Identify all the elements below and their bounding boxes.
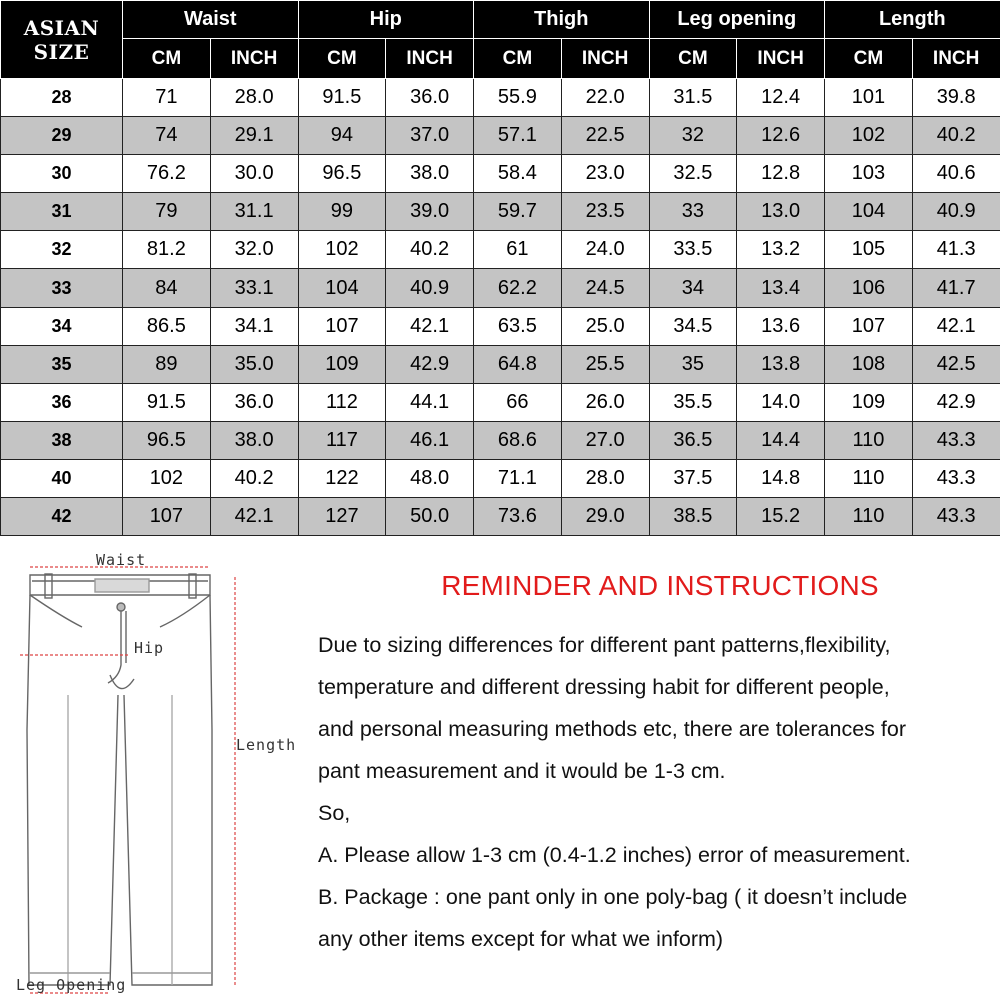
measure-cell: 57.1 <box>474 117 562 155</box>
measure-cell: 42.1 <box>386 307 474 345</box>
measure-cell: 33.1 <box>210 269 298 307</box>
table-row <box>1 155 1000 193</box>
measure-cell: 28.0 <box>210 79 298 117</box>
measure-cell: 112 <box>298 383 386 421</box>
reminder-line: A. Please allow 1-3 cm (0.4-1.2 inches) error of measurement. <box>318 843 911 867</box>
measure-cell: 48.0 <box>386 459 474 497</box>
size-cell: 31 <box>1 193 123 231</box>
measure-cell: 22.5 <box>561 117 649 155</box>
measure-cell: 27.0 <box>561 421 649 459</box>
measure-cell: 29.1 <box>210 117 298 155</box>
table-row <box>1 307 1000 345</box>
measure-cell: 13.2 <box>737 231 825 269</box>
size-cell: 38 <box>1 421 123 459</box>
measure-cell: 36.0 <box>386 79 474 117</box>
reminder-section <box>318 570 998 960</box>
unit-header: CM <box>474 39 562 79</box>
measure-cell: 61 <box>474 231 562 269</box>
measure-cell: 102 <box>298 231 386 269</box>
measure-cell: 23.0 <box>561 155 649 193</box>
measure-cell: 25.5 <box>561 345 649 383</box>
unit-header: CM <box>649 39 737 79</box>
table-row <box>1 421 1000 459</box>
measure-cell: 59.7 <box>474 193 562 231</box>
measure-cell: 36.5 <box>649 421 737 459</box>
measure-cell: 102 <box>123 459 211 497</box>
measure-cell: 102 <box>825 117 913 155</box>
measure-cell: 33.5 <box>649 231 737 269</box>
measure-cell: 103 <box>825 155 913 193</box>
measure-cell: 64.8 <box>474 345 562 383</box>
measure-cell: 89 <box>123 345 211 383</box>
size-cell: 36 <box>1 383 123 421</box>
measure-cell: 43.3 <box>912 459 1000 497</box>
measure-cell: 12.6 <box>737 117 825 155</box>
table-row <box>1 498 1000 536</box>
asian-size-header: ASIAN SIZE <box>1 1 123 79</box>
length-measure-label: Length <box>236 736 297 754</box>
measure-cell: 109 <box>298 345 386 383</box>
size-cell: 29 <box>1 117 123 155</box>
measure-cell: 24.0 <box>561 231 649 269</box>
measure-cell: 31.5 <box>649 79 737 117</box>
measure-cell: 101 <box>825 79 913 117</box>
measure-cell: 50.0 <box>386 498 474 536</box>
measure-cell: 42.9 <box>912 383 1000 421</box>
measure-cell: 96.5 <box>123 421 211 459</box>
size-cell: 40 <box>1 459 123 497</box>
measure-cell: 35.0 <box>210 345 298 383</box>
measure-cell: 34.5 <box>649 307 737 345</box>
measure-cell: 117 <box>298 421 386 459</box>
measure-cell: 15.2 <box>737 498 825 536</box>
measure-cell: 110 <box>825 421 913 459</box>
measure-cell: 31.1 <box>210 193 298 231</box>
size-table-body <box>1 79 1000 536</box>
unit-header: CM <box>825 39 913 79</box>
waist-header: Waist <box>123 1 299 39</box>
measure-cell: 68.6 <box>474 421 562 459</box>
measure-cell: 94 <box>298 117 386 155</box>
measure-cell: 24.5 <box>561 269 649 307</box>
length-header: Length <box>825 1 1000 39</box>
reminder-line: pant measurement and it would be 1-3 cm. <box>318 759 726 783</box>
measure-cell: 28.0 <box>561 459 649 497</box>
measure-cell: 39.0 <box>386 193 474 231</box>
measure-cell: 42.1 <box>912 307 1000 345</box>
unit-header: INCH <box>561 39 649 79</box>
measure-cell: 37.5 <box>649 459 737 497</box>
unit-header: INCH <box>912 39 1000 79</box>
measure-cell: 58.4 <box>474 155 562 193</box>
measure-cell: 12.4 <box>737 79 825 117</box>
measure-cell: 14.4 <box>737 421 825 459</box>
measure-cell: 38.0 <box>386 155 474 193</box>
table-row <box>1 269 1000 307</box>
table-row <box>1 383 1000 421</box>
measure-cell: 76.2 <box>123 155 211 193</box>
pants-diagram <box>0 545 310 1000</box>
size-cell: 35 <box>1 345 123 383</box>
measure-cell: 29.0 <box>561 498 649 536</box>
header-group-row <box>1 1 1000 39</box>
measure-cell: 104 <box>298 269 386 307</box>
measure-cell: 108 <box>825 345 913 383</box>
measure-cell: 42.9 <box>386 345 474 383</box>
measure-cell: 13.6 <box>737 307 825 345</box>
measure-cell: 66 <box>474 383 562 421</box>
measure-cell: 14.8 <box>737 459 825 497</box>
measure-cell: 62.2 <box>474 269 562 307</box>
measure-cell: 40.9 <box>912 193 1000 231</box>
measure-cell: 110 <box>825 459 913 497</box>
measure-cell: 73.6 <box>474 498 562 536</box>
measure-cell: 13.0 <box>737 193 825 231</box>
table-row <box>1 79 1000 117</box>
measure-cell: 26.0 <box>561 383 649 421</box>
table-row <box>1 345 1000 383</box>
measure-cell: 74 <box>123 117 211 155</box>
unit-header: INCH <box>210 39 298 79</box>
size-cell: 42 <box>1 498 123 536</box>
table-row <box>1 459 1000 497</box>
reminder-line: temperature and different dressing habit for different people, <box>318 675 890 699</box>
measure-cell: 86.5 <box>123 307 211 345</box>
measure-cell: 81.2 <box>123 231 211 269</box>
measure-cell: 23.5 <box>561 193 649 231</box>
measure-cell: 35 <box>649 345 737 383</box>
unit-header: INCH <box>386 39 474 79</box>
measure-cell: 46.1 <box>386 421 474 459</box>
reminder-line: B. Package : one pant only in one poly-bag ( it doesn’t include <box>318 885 908 909</box>
measure-cell: 35.5 <box>649 383 737 421</box>
measure-cell: 43.3 <box>912 498 1000 536</box>
reminder-line: and personal measuring methods etc, there are tolerances for <box>318 717 906 741</box>
measure-cell: 43.3 <box>912 421 1000 459</box>
measure-cell: 63.5 <box>474 307 562 345</box>
measure-cell: 38.5 <box>649 498 737 536</box>
reminder-line: Due to sizing differences for different pant patterns,flexibility, <box>318 633 891 657</box>
measure-cell: 106 <box>825 269 913 307</box>
table-row <box>1 193 1000 231</box>
measure-cell: 13.8 <box>737 345 825 383</box>
measure-cell: 91.5 <box>298 79 386 117</box>
measure-cell: 40.9 <box>386 269 474 307</box>
measure-cell: 12.8 <box>737 155 825 193</box>
thigh-header: Thigh <box>474 1 650 39</box>
measure-cell: 84 <box>123 269 211 307</box>
measure-cell: 30.0 <box>210 155 298 193</box>
reminder-line: So, <box>318 801 351 825</box>
measure-cell: 42.1 <box>210 498 298 536</box>
measure-cell: 40.6 <box>912 155 1000 193</box>
measure-cell: 37.0 <box>386 117 474 155</box>
measure-cell: 40.2 <box>210 459 298 497</box>
measure-cell: 71.1 <box>474 459 562 497</box>
measure-cell: 99 <box>298 193 386 231</box>
measure-cell: 34 <box>649 269 737 307</box>
size-cell: 33 <box>1 269 123 307</box>
measure-cell: 40.2 <box>912 117 1000 155</box>
size-cell: 32 <box>1 231 123 269</box>
measure-cell: 127 <box>298 498 386 536</box>
measure-cell: 91.5 <box>123 383 211 421</box>
measure-cell: 96.5 <box>298 155 386 193</box>
hip-measure-label: Hip <box>134 639 165 657</box>
reminder-line: any other items except for what we inform) <box>318 927 724 951</box>
measure-cell: 36.0 <box>210 383 298 421</box>
measure-cell: 105 <box>825 231 913 269</box>
table-row <box>1 117 1000 155</box>
size-cell: 34 <box>1 307 123 345</box>
size-cell: 30 <box>1 155 123 193</box>
measure-cell: 41.7 <box>912 269 1000 307</box>
table-row <box>1 231 1000 269</box>
measure-cell: 42.5 <box>912 345 1000 383</box>
measure-cell: 110 <box>825 498 913 536</box>
measure-cell: 107 <box>123 498 211 536</box>
reminder-title: REMINDER AND INSTRUCTIONS <box>441 570 879 601</box>
measure-cell: 55.9 <box>474 79 562 117</box>
pants-outline-icon <box>0 545 310 1000</box>
measure-cell: 14.0 <box>737 383 825 421</box>
size-cell: 28 <box>1 79 123 117</box>
leg-opening-header: Leg opening <box>649 1 825 39</box>
waist-measure-label: Waist <box>96 551 147 569</box>
measure-cell: 71 <box>123 79 211 117</box>
measure-cell: 32 <box>649 117 737 155</box>
measure-cell: 34.1 <box>210 307 298 345</box>
measure-cell: 109 <box>825 383 913 421</box>
leg-opening-measure-label: Leg Opening <box>16 976 127 994</box>
measure-cell: 25.0 <box>561 307 649 345</box>
measure-cell: 39.8 <box>912 79 1000 117</box>
measure-cell: 107 <box>825 307 913 345</box>
measure-cell: 33 <box>649 193 737 231</box>
measure-cell: 32.0 <box>210 231 298 269</box>
measure-cell: 13.4 <box>737 269 825 307</box>
measure-cell: 104 <box>825 193 913 231</box>
measure-cell: 32.5 <box>649 155 737 193</box>
hip-header: Hip <box>298 1 474 39</box>
measure-cell: 40.2 <box>386 231 474 269</box>
measure-cell: 79 <box>123 193 211 231</box>
header-units-row <box>1 39 1000 79</box>
measure-cell: 107 <box>298 307 386 345</box>
measure-cell: 38.0 <box>210 421 298 459</box>
measure-cell: 122 <box>298 459 386 497</box>
measure-cell: 44.1 <box>386 383 474 421</box>
measure-cell: 22.0 <box>561 79 649 117</box>
measure-cell: 41.3 <box>912 231 1000 269</box>
unit-header: INCH <box>737 39 825 79</box>
unit-header: CM <box>298 39 386 79</box>
unit-header: CM <box>123 39 211 79</box>
